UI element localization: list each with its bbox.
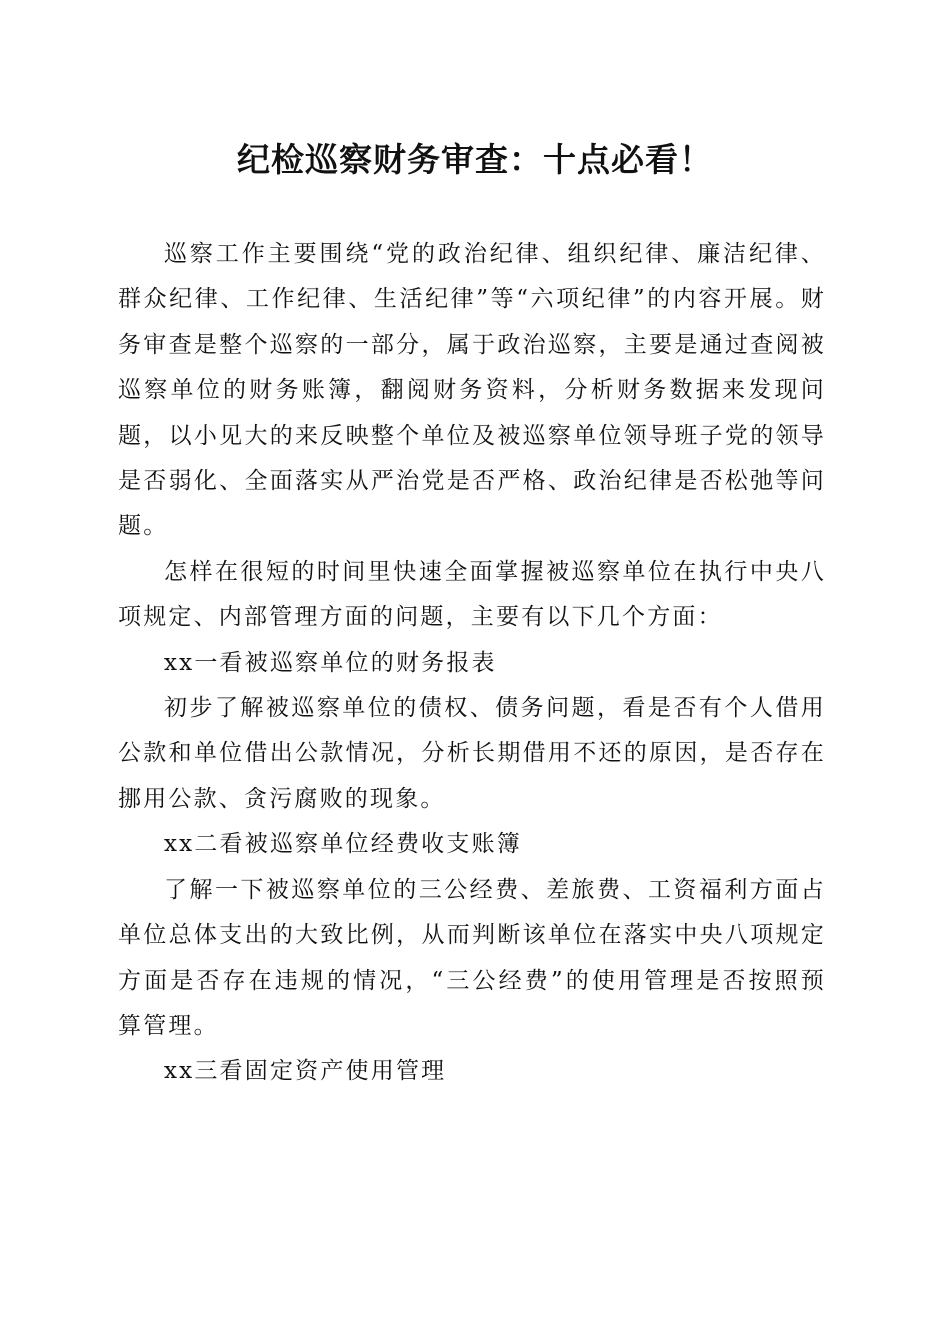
paragraph-intro: 巡察工作主要围绕“党的政治纪律、组织纪律、廉洁纪律、群众纪律、工作纪律、生活纪律”等“六项纪律”的内容开展。财务审查是整个巡察的一部分，属于政治巡察，主要是通过查阅被巡察单位的财务账簿，翻阅财务资料，分析财务数据来发现问题，以小见大的来反映整个单位及被巡察单位领导班子党的领导是否弱化、全面落实从严治党是否严格、政治纪律是否松弛等问题。 — [118, 241, 826, 540]
section-heading-2: xx二看被巡察单位经费收支账簿 — [164, 831, 522, 858]
paragraph-section-1: 初步了解被巡察单位的债权、债务问题，看是否有个人借用公款和单位借出公款情况，分析长期借用不还的原因，是否存在挪用公款、贪污腐败的现象。 — [118, 695, 826, 812]
section-heading-1: xx一看被巡察单位的财务报表 — [164, 649, 497, 676]
document-body — [118, 232, 826, 1095]
section-heading-3: xx三看固定资产使用管理 — [164, 1058, 447, 1085]
paragraph-section-2: 了解一下被巡察单位的三公经费、差旅费、工资福利方面占单位总体支出的大致比例，从而判断该单位在落实中央八项规定方面是否存在违规的情况，“三公经费”的使用管理是否按照预算管理。 — [118, 876, 826, 1039]
paragraph-question: 怎样在很短的时间里快速全面掌握被巡察单位在执行中央八项规定、内部管理方面的问题，主要有以下几个方面： — [118, 558, 826, 631]
document-title: 纪检巡察财务审查：十点必看！ — [237, 140, 713, 179]
